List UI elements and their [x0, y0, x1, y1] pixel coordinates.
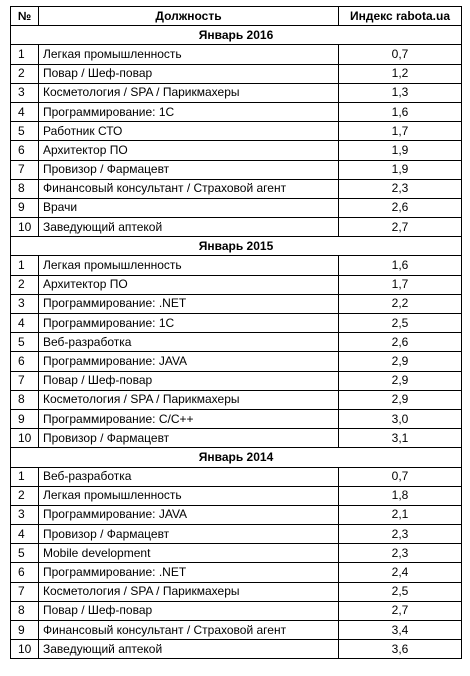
- row-position: Легкая промышленность: [39, 45, 339, 64]
- table-row: [11, 601, 462, 620]
- row-index: 2,9: [339, 352, 462, 371]
- row-index: 2,7: [339, 601, 462, 620]
- row-position: Косметология / SPA / Парикмахеры: [39, 83, 339, 102]
- row-position: Финансовый консультант / Страховой агент: [39, 621, 339, 640]
- row-number: 1: [11, 467, 39, 486]
- row-number: 1: [11, 256, 39, 275]
- table-row: [11, 371, 462, 390]
- row-index: 2,2: [339, 294, 462, 313]
- row-position: Веб-разработка: [39, 467, 339, 486]
- row-position: Врачи: [39, 198, 339, 217]
- row-index: 2,9: [339, 371, 462, 390]
- row-index: 1,3: [339, 83, 462, 102]
- row-position: Программирование: 1С: [39, 314, 339, 333]
- row-number: 2: [11, 64, 39, 83]
- row-position: Программирование: C/C++: [39, 409, 339, 428]
- table-row: [11, 64, 462, 83]
- table-row: [11, 582, 462, 601]
- row-index: 3,0: [339, 409, 462, 428]
- row-number: 7: [11, 371, 39, 390]
- table-row: [11, 390, 462, 409]
- row-position: Заведующий аптекой: [39, 640, 339, 659]
- row-position: Архитектор ПО: [39, 141, 339, 160]
- row-index: 0,7: [339, 467, 462, 486]
- row-index: 1,2: [339, 64, 462, 83]
- row-index: 2,9: [339, 390, 462, 409]
- table-row: [11, 198, 462, 217]
- row-number: 5: [11, 544, 39, 563]
- row-index: 0,7: [339, 45, 462, 64]
- table-row: [11, 122, 462, 141]
- header-row: [11, 7, 462, 26]
- section-row: [11, 237, 462, 256]
- header-index: Индекс rabota.ua: [339, 7, 462, 26]
- table-row: [11, 486, 462, 505]
- header-num: №: [11, 7, 39, 26]
- row-index: 1,9: [339, 160, 462, 179]
- row-number: 7: [11, 160, 39, 179]
- section-row: [11, 448, 462, 467]
- row-index: 3,4: [339, 621, 462, 640]
- row-index: 2,6: [339, 333, 462, 352]
- row-number: 1: [11, 45, 39, 64]
- row-number: 2: [11, 275, 39, 294]
- row-number: 9: [11, 198, 39, 217]
- table-row: [11, 160, 462, 179]
- row-number: 2: [11, 486, 39, 505]
- row-index: 1,7: [339, 275, 462, 294]
- row-position: Легкая промышленность: [39, 486, 339, 505]
- table-row: [11, 621, 462, 640]
- row-number: 9: [11, 621, 39, 640]
- row-number: 10: [11, 640, 39, 659]
- table-body: [11, 26, 462, 659]
- table-row: [11, 256, 462, 275]
- row-position: Веб-разработка: [39, 333, 339, 352]
- section-row: [11, 26, 462, 45]
- row-index: 2,3: [339, 179, 462, 198]
- table-row: [11, 314, 462, 333]
- row-index: 3,6: [339, 640, 462, 659]
- table-row: [11, 294, 462, 313]
- row-index: 3,1: [339, 429, 462, 448]
- row-number: 8: [11, 179, 39, 198]
- row-number: 6: [11, 141, 39, 160]
- table-row: [11, 83, 462, 102]
- table-row: [11, 45, 462, 64]
- row-position: Финансовый консультант / Страховой агент: [39, 179, 339, 198]
- row-number: 10: [11, 429, 39, 448]
- row-index: 2,5: [339, 582, 462, 601]
- row-position: Программирование: .NET: [39, 563, 339, 582]
- row-index: 1,7: [339, 122, 462, 141]
- table-row: [11, 102, 462, 121]
- table-row: [11, 141, 462, 160]
- table-row: [11, 467, 462, 486]
- row-index: 2,3: [339, 525, 462, 544]
- ranking-table: [10, 6, 462, 659]
- row-index: 1,8: [339, 486, 462, 505]
- row-index: 2,1: [339, 505, 462, 524]
- table-row: [11, 505, 462, 524]
- table-row: [11, 640, 462, 659]
- table-row: [11, 563, 462, 582]
- row-position: Программирование: JAVA: [39, 352, 339, 371]
- row-index: 2,4: [339, 563, 462, 582]
- row-position: Заведующий аптекой: [39, 218, 339, 237]
- row-position: Архитектор ПО: [39, 275, 339, 294]
- row-position: Mobile development: [39, 544, 339, 563]
- row-number: 4: [11, 102, 39, 121]
- row-position: Провизор / Фармацевт: [39, 429, 339, 448]
- table-row: [11, 275, 462, 294]
- row-number: 3: [11, 505, 39, 524]
- row-index: 1,6: [339, 256, 462, 275]
- row-number: 9: [11, 409, 39, 428]
- row-number: 3: [11, 294, 39, 313]
- row-number: 7: [11, 582, 39, 601]
- table-row: [11, 544, 462, 563]
- row-position: Провизор / Фармацевт: [39, 160, 339, 179]
- section-title: Январь 2014: [11, 448, 462, 467]
- row-position: Программирование: .NET: [39, 294, 339, 313]
- row-number: 6: [11, 352, 39, 371]
- row-index: 1,6: [339, 102, 462, 121]
- row-index: 2,5: [339, 314, 462, 333]
- row-number: 4: [11, 525, 39, 544]
- row-position: Работник СТО: [39, 122, 339, 141]
- row-number: 4: [11, 314, 39, 333]
- table-row: [11, 409, 462, 428]
- row-number: 3: [11, 83, 39, 102]
- row-index: 2,3: [339, 544, 462, 563]
- row-number: 10: [11, 218, 39, 237]
- table-row: [11, 179, 462, 198]
- row-position: Повар / Шеф-повар: [39, 64, 339, 83]
- row-position: Провизор / Фармацевт: [39, 525, 339, 544]
- table-row: [11, 218, 462, 237]
- row-number: 6: [11, 563, 39, 582]
- row-number: 5: [11, 122, 39, 141]
- row-index: 2,6: [339, 198, 462, 217]
- table-row: [11, 429, 462, 448]
- row-number: 8: [11, 601, 39, 620]
- section-title: Январь 2016: [11, 26, 462, 45]
- row-position: Косметология / SPA / Парикмахеры: [39, 582, 339, 601]
- header-position: Должность: [39, 7, 339, 26]
- row-position: Легкая промышленность: [39, 256, 339, 275]
- table-row: [11, 352, 462, 371]
- row-index: 2,7: [339, 218, 462, 237]
- row-position: Косметология / SPA / Парикмахеры: [39, 390, 339, 409]
- row-number: 5: [11, 333, 39, 352]
- row-index: 1,9: [339, 141, 462, 160]
- row-position: Повар / Шеф-повар: [39, 601, 339, 620]
- row-position: Повар / Шеф-повар: [39, 371, 339, 390]
- section-title: Январь 2015: [11, 237, 462, 256]
- row-number: 8: [11, 390, 39, 409]
- row-position: Программирование: JAVA: [39, 505, 339, 524]
- table-row: [11, 525, 462, 544]
- table-row: [11, 333, 462, 352]
- row-position: Программирование: 1С: [39, 102, 339, 121]
